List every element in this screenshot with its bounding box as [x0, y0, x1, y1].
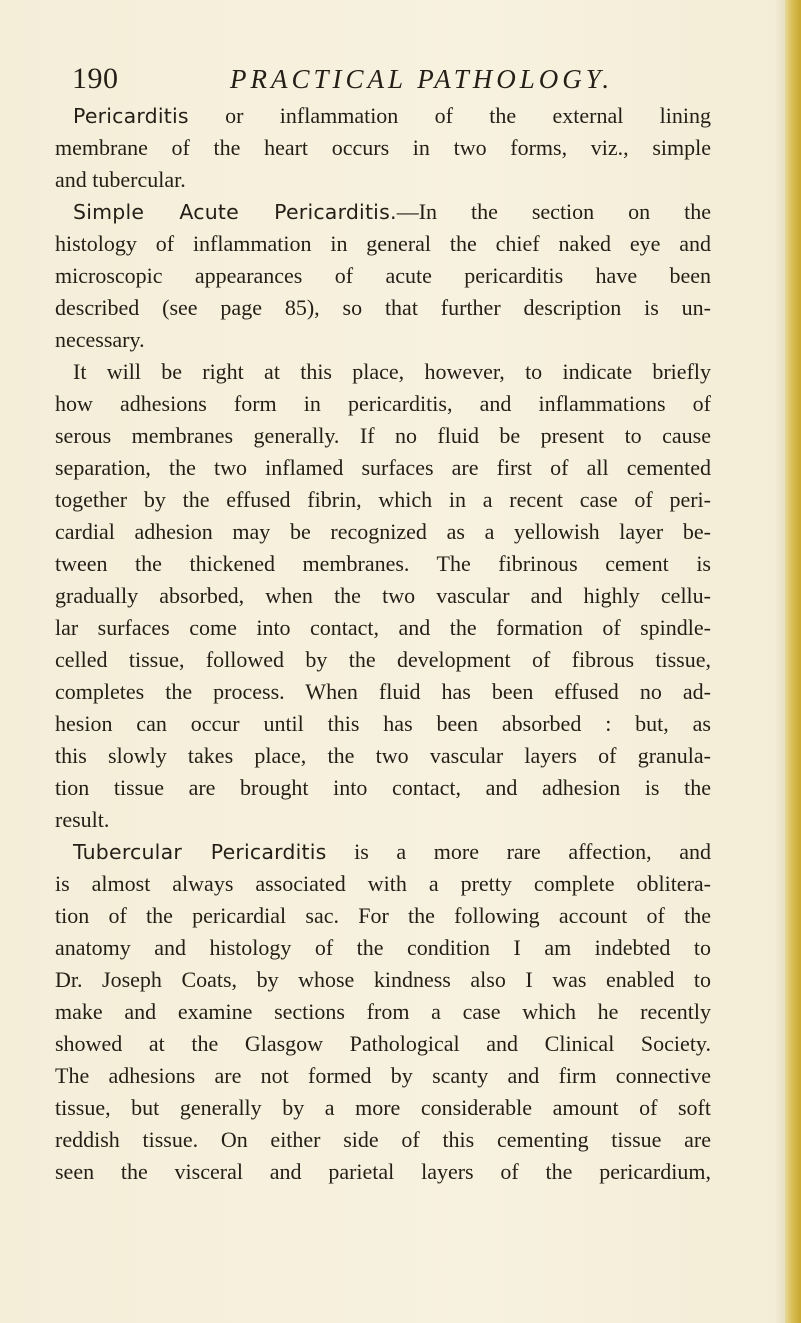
text-line: how adhesions form in pericarditis, and inflammations of [55, 391, 711, 416]
text-line: make and examine sections from a case which he recently [55, 999, 711, 1024]
text-line: showed at the Glasgow Pathological and Clinical Society. [55, 1031, 711, 1056]
text-line: and tubercular. [55, 167, 186, 192]
text-line: necessary. [55, 327, 145, 352]
text-line: membrane of the heart occurs in two forms, viz., simple [55, 135, 711, 160]
text-line: microscopic appearances of acute pericarditis have been [55, 263, 711, 288]
text-line: seen the visceral and parietal layers of the pericardium, [55, 1159, 711, 1184]
section-heading: Pericarditis [73, 104, 189, 128]
page-edge-shadow [775, 0, 785, 1323]
text-line: anatomy and histology of the condition I am indebted to [55, 935, 711, 960]
text-line: tion of the pericardial sac. For the following account of the [55, 903, 711, 928]
text-line: tissue, but generally by a more considerable amount of soft [55, 1095, 711, 1120]
text-line: tween the thickened membranes. The fibrinous cement is [55, 551, 711, 576]
text-line: completes the process. When fluid has been effused no ad- [55, 679, 711, 704]
section-heading: Simple Acute Pericarditis. [73, 200, 397, 224]
text-line: separation, the two inflamed surfaces are first of all cemented [55, 455, 711, 480]
text-line: serous membranes generally. If no fluid be present to cause [55, 423, 711, 448]
text-line: this slowly takes place, the two vascular layers of granula- [55, 743, 711, 768]
page-header [72, 62, 712, 102]
text-line: hesion can occur until this has been absorbed : but, as [55, 711, 711, 736]
text-line: gradually absorbed, when the two vascular and highly cellu- [55, 583, 711, 608]
text-line: The adhesions are not formed by scanty and firm connective [55, 1063, 711, 1088]
text-line: histology of inflammation in general the chief naked eye and [55, 231, 711, 256]
text-line: Tubercular Pericarditis is a more rare affection, and [73, 839, 711, 864]
text-line: Simple Acute Pericarditis.—In the section on the [73, 199, 711, 224]
running-head: PRACTICAL PATHOLOGY. [230, 64, 614, 94]
text-line: Dr. Joseph Coats, by whose kindness also I was enabled to [55, 967, 711, 992]
text-line: described (see page 85), so that further description is un- [55, 295, 711, 320]
page-edge [785, 0, 801, 1323]
section-heading: Tubercular Pericarditis [73, 840, 327, 864]
text-line: lar surfaces come into contact, and the formation of spindle- [55, 615, 711, 640]
text-line: tion tissue are brought into contact, and adhesion is the [55, 775, 711, 800]
page-number: 190 [72, 62, 119, 95]
text-line: cardial adhesion may be recognized as a yellowish layer be- [55, 519, 711, 544]
text-line: reddish tissue. On either side of this cementing tissue are [55, 1127, 711, 1152]
text-line: together by the effused fibrin, which in a recent case of peri- [55, 487, 711, 512]
text-line: celled tissue, followed by the development of fibrous tissue, [55, 647, 711, 672]
text-line: is almost always associated with a pretty complete oblitera- [55, 871, 711, 896]
text-line: Pericarditis or inflammation of the external lining [73, 103, 711, 128]
text-line: result. [55, 807, 110, 832]
text-line: It will be right at this place, however, to indicate briefly [73, 359, 711, 384]
